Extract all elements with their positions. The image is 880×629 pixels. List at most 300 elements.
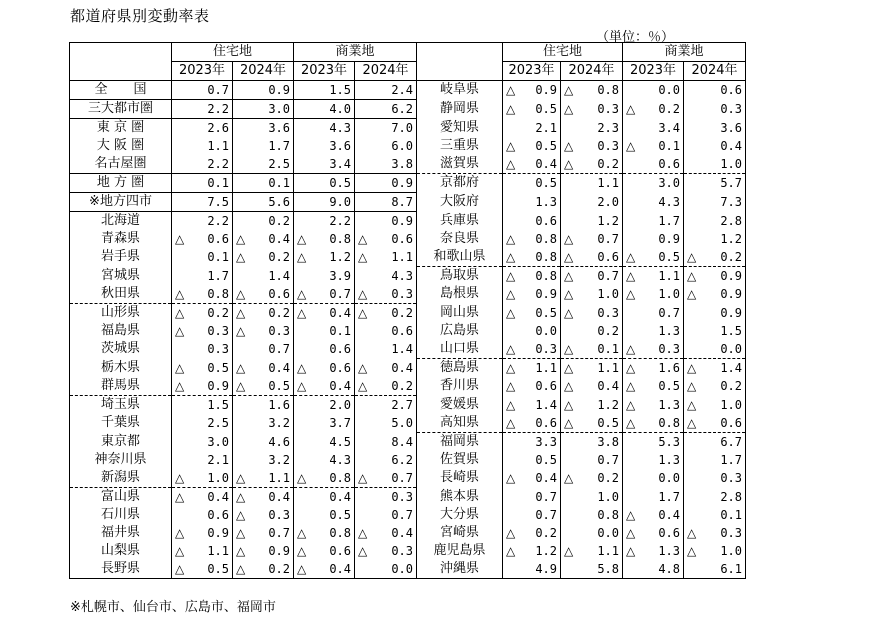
region-name: 徳島県 xyxy=(417,359,503,378)
rate-cell: △ 0.5 xyxy=(172,560,233,579)
region-name: 神奈川県 xyxy=(70,451,172,469)
rate-cell: 3.0 xyxy=(233,100,294,119)
rate-cell: 3.8 xyxy=(355,155,417,174)
rate-cell: △ 1.2 xyxy=(294,248,355,267)
region-name: 京都府 xyxy=(417,174,503,193)
region-name: 愛知県 xyxy=(417,119,503,138)
region-name: 山梨県 xyxy=(70,542,172,560)
table-row xyxy=(70,304,746,323)
region-name: ※地方四市 xyxy=(70,193,172,212)
rate-cell: 2.5 xyxy=(172,414,233,433)
rate-cell: 3.7 xyxy=(294,414,355,433)
rate-cell: 2.7 xyxy=(355,396,417,415)
rate-cell: △ 0.2 xyxy=(355,304,417,323)
rate-cell: △ 0.4 xyxy=(355,359,417,378)
rate-cell: △ 0.2 xyxy=(172,304,233,323)
region-name: 兵庫県 xyxy=(417,212,503,231)
rate-cell: 0.3 xyxy=(172,340,233,359)
region-name: 地 方 圏 xyxy=(70,174,172,193)
rate-cell: 5.6 xyxy=(233,193,294,212)
rate-cell: △ 1.6 xyxy=(623,359,684,378)
region-name: 東 京 圏 xyxy=(70,119,172,138)
rate-cell: △ 0.4 xyxy=(355,524,417,542)
rate-cell: 2.2 xyxy=(172,100,233,119)
region-name: 岐阜県 xyxy=(417,81,503,100)
rate-cell: △ 0.5 xyxy=(233,377,294,396)
rate-cell: △ 0.5 xyxy=(561,414,623,433)
rate-cell: △ 0.4 xyxy=(233,488,294,507)
rate-cell: 2.2 xyxy=(172,155,233,174)
rate-cell: 0.7 xyxy=(172,81,233,100)
rate-cell: △ 1.0 xyxy=(172,469,233,488)
region-name: 名古屋圏 xyxy=(70,155,172,174)
rate-cell: 5.3 xyxy=(623,433,684,452)
table-row xyxy=(70,137,746,155)
rate-cell: △ 1.1 xyxy=(233,469,294,488)
rate-cell: 1.3 xyxy=(623,322,684,340)
year-header: 2023年 xyxy=(294,62,355,81)
rate-cell: △ 0.2 xyxy=(233,248,294,267)
rate-cell: △ 0.8 xyxy=(503,248,561,267)
region-name: 広島県 xyxy=(417,322,503,340)
region-name: 静岡県 xyxy=(417,100,503,119)
rate-cell: 0.1 xyxy=(172,174,233,193)
region-name: 青森県 xyxy=(70,230,172,248)
rate-cell: △ 0.9 xyxy=(503,81,561,100)
rate-cell: △ 0.1 xyxy=(623,137,684,155)
rate-cell: 0.2 xyxy=(561,322,623,340)
rate-cell: △ 0.1 xyxy=(561,340,623,359)
rate-cell: 5.0 xyxy=(355,414,417,433)
rate-cell: △ 0.4 xyxy=(294,560,355,579)
rate-cell: 2.0 xyxy=(561,193,623,212)
region-name: 茨城県 xyxy=(70,340,172,359)
rate-cell: △ 1.2 xyxy=(503,542,561,560)
rate-cell: 2.6 xyxy=(172,119,233,138)
rate-cell: 0.9 xyxy=(684,304,746,323)
table-row xyxy=(70,340,746,359)
rate-cell: 0.7 xyxy=(623,304,684,323)
rate-cell: 2.3 xyxy=(561,119,623,138)
rate-cell: 1.3 xyxy=(623,451,684,469)
rate-cell: 0.7 xyxy=(503,488,561,507)
rate-cell: 0.0 xyxy=(684,340,746,359)
rate-cell: 1.5 xyxy=(172,396,233,415)
rate-cell: 7.0 xyxy=(355,119,417,138)
rate-cell: △ 0.7 xyxy=(233,524,294,542)
rate-cell: 4.3 xyxy=(623,193,684,212)
rate-cell: 0.6 xyxy=(623,155,684,174)
rate-cell: △ 0.6 xyxy=(623,524,684,542)
rate-cell: △ 0.3 xyxy=(355,542,417,560)
table-row xyxy=(70,359,746,378)
rate-cell: △ 0.5 xyxy=(623,248,684,267)
rate-cell: △ 0.6 xyxy=(503,377,561,396)
rate-cell: 0.5 xyxy=(503,174,561,193)
rate-cell: △ 1.0 xyxy=(684,542,746,560)
region-name: 大分県 xyxy=(417,506,503,524)
region-name: 三大都市圏 xyxy=(70,100,172,119)
rate-cell: △ 0.2 xyxy=(233,304,294,323)
region-name: 埼玉県 xyxy=(70,396,172,415)
rate-cell: 0.2 xyxy=(233,212,294,231)
rate-cell: 0.0 xyxy=(623,81,684,100)
rate-cell: △ 0.2 xyxy=(684,377,746,396)
rate-cell: 1.5 xyxy=(684,322,746,340)
rate-cell: 6.2 xyxy=(355,451,417,469)
rate-cell: 0.9 xyxy=(355,174,417,193)
year-header: 2023年 xyxy=(503,62,561,81)
rate-cell: 0.9 xyxy=(355,212,417,231)
rate-cell: 6.1 xyxy=(684,560,746,579)
rate-cell: 6.0 xyxy=(355,137,417,155)
rate-cell: △ 1.1 xyxy=(503,359,561,378)
rate-cell: △ 1.1 xyxy=(561,542,623,560)
rate-cell: 2.8 xyxy=(684,212,746,231)
rate-cell: △ 1.3 xyxy=(623,396,684,415)
rate-cell: 8.4 xyxy=(355,433,417,452)
rate-cell: △ 0.2 xyxy=(561,469,623,488)
rate-cell: 3.4 xyxy=(623,119,684,138)
table-row xyxy=(70,414,746,433)
rate-cell: 4.3 xyxy=(355,267,417,286)
rate-cell: △ 1.0 xyxy=(561,285,623,304)
rate-cell: 0.5 xyxy=(294,174,355,193)
rate-cell: △ 0.2 xyxy=(561,155,623,174)
rate-cell: 5.7 xyxy=(684,174,746,193)
rate-cell: △ 0.5 xyxy=(503,137,561,155)
rate-cell: 3.4 xyxy=(294,155,355,174)
region-name: 宮城県 xyxy=(70,267,172,286)
rate-cell: △ 1.1 xyxy=(355,248,417,267)
rate-cell: △ 0.2 xyxy=(503,524,561,542)
rate-cell: △ 0.9 xyxy=(172,377,233,396)
rate-cell: 1.7 xyxy=(233,137,294,155)
rate-cell: △ 0.4 xyxy=(233,359,294,378)
rate-cell: △ 1.0 xyxy=(623,285,684,304)
rate-cell: 1.4 xyxy=(355,340,417,359)
rate-cell: 3.2 xyxy=(233,451,294,469)
rate-cell: △ 1.0 xyxy=(684,396,746,415)
left-name-header xyxy=(70,43,172,81)
year-header: 2024年 xyxy=(561,62,623,81)
rate-cell: 0.4 xyxy=(684,137,746,155)
rate-cell: 0.1 xyxy=(172,248,233,267)
rate-cell: 4.9 xyxy=(503,560,561,579)
right-name-header xyxy=(417,43,503,81)
table-row xyxy=(70,469,746,488)
rate-cell: 7.5 xyxy=(172,193,233,212)
rate-cell: △ 1.1 xyxy=(623,267,684,286)
rate-cell: 0.3 xyxy=(355,488,417,507)
rate-cell: △ 0.6 xyxy=(294,542,355,560)
rate-cell: 1.2 xyxy=(561,212,623,231)
region-name: 新潟県 xyxy=(70,469,172,488)
rate-cell: △ 0.8 xyxy=(623,414,684,433)
rate-cell: 3.0 xyxy=(172,433,233,452)
rate-cell: △ 0.6 xyxy=(172,230,233,248)
rate-cell: 4.3 xyxy=(294,119,355,138)
region-name: 石川県 xyxy=(70,506,172,524)
rate-cell: △ 0.3 xyxy=(561,304,623,323)
rate-cell: △ 0.3 xyxy=(561,137,623,155)
rate-cell: △ 0.6 xyxy=(294,359,355,378)
table-row xyxy=(70,433,746,452)
region-name: 宮崎県 xyxy=(417,524,503,542)
rate-cell: △ 1.3 xyxy=(623,542,684,560)
rate-cell: △ 0.9 xyxy=(684,267,746,286)
rate-cell: 0.7 xyxy=(233,340,294,359)
rate-cell: 2.1 xyxy=(172,451,233,469)
rate-cell: 3.6 xyxy=(684,119,746,138)
rate-cell: 2.2 xyxy=(172,212,233,231)
rate-cell: △ 0.8 xyxy=(294,469,355,488)
rate-cell: 1.7 xyxy=(623,212,684,231)
rate-cell: 1.2 xyxy=(684,230,746,248)
table-row xyxy=(70,488,746,507)
rate-cell: 2.1 xyxy=(503,119,561,138)
rate-cell: △ 0.6 xyxy=(355,230,417,248)
rate-cell: 1.0 xyxy=(561,488,623,507)
rate-cell: 2.2 xyxy=(294,212,355,231)
rate-cell: 8.7 xyxy=(355,193,417,212)
year-header: 2024年 xyxy=(233,62,294,81)
region-name: 香川県 xyxy=(417,377,503,396)
rate-cell: 1.1 xyxy=(561,174,623,193)
rate-cell: △ 0.7 xyxy=(294,285,355,304)
region-name: 栃木県 xyxy=(70,359,172,378)
rate-cell: △ 0.3 xyxy=(623,340,684,359)
rate-cell: 4.0 xyxy=(294,100,355,119)
rate-cell: 0.8 xyxy=(561,506,623,524)
rate-cell: 3.6 xyxy=(294,137,355,155)
right-commercial-header: 商業地 xyxy=(623,43,746,62)
year-header: 2023年 xyxy=(623,62,684,81)
rate-cell: 0.6 xyxy=(294,340,355,359)
rate-cell: 0.9 xyxy=(233,81,294,100)
rate-cell: △ 0.8 xyxy=(172,285,233,304)
table-row xyxy=(70,248,746,267)
rate-cell: △ 1.4 xyxy=(684,359,746,378)
rate-cell: △ 0.3 xyxy=(355,285,417,304)
rate-cell: 0.0 xyxy=(623,469,684,488)
rate-cell: △ 0.8 xyxy=(294,524,355,542)
region-name: 三重県 xyxy=(417,137,503,155)
rate-cell: 0.5 xyxy=(294,506,355,524)
region-name: 和歌山県 xyxy=(417,248,503,267)
rate-cell: △ 0.8 xyxy=(294,230,355,248)
rate-cell: △ 0.6 xyxy=(503,414,561,433)
rate-cell: △ 0.3 xyxy=(233,322,294,340)
rate-cell: 0.3 xyxy=(684,100,746,119)
rate-cell: 0.0 xyxy=(503,322,561,340)
rate-cell: 0.7 xyxy=(355,506,417,524)
rate-cell: 1.3 xyxy=(503,193,561,212)
region-name: 奈良県 xyxy=(417,230,503,248)
table-row xyxy=(70,451,746,469)
region-name: 岡山県 xyxy=(417,304,503,323)
rate-cell: 4.8 xyxy=(623,560,684,579)
table-row xyxy=(70,193,746,212)
rate-cell: 0.6 xyxy=(172,506,233,524)
rate-cell: △ 0.6 xyxy=(684,414,746,433)
table-row xyxy=(70,377,746,396)
rate-cell: 4.6 xyxy=(233,433,294,452)
rate-cell: 4.5 xyxy=(294,433,355,452)
rate-cell: 4.3 xyxy=(294,451,355,469)
rate-cell: 2.0 xyxy=(294,396,355,415)
rate-cell: 1.7 xyxy=(684,451,746,469)
rate-cell: △ 0.5 xyxy=(503,304,561,323)
rate-cell: △ 0.2 xyxy=(684,248,746,267)
region-name: 鳥取県 xyxy=(417,267,503,286)
table-row xyxy=(70,119,746,138)
region-name: 大阪府 xyxy=(417,193,503,212)
rate-cell: 0.3 xyxy=(684,469,746,488)
region-name: 山口県 xyxy=(417,340,503,359)
region-name: 全 国 xyxy=(70,81,172,100)
region-name: 沖縄県 xyxy=(417,560,503,579)
right-residential-header: 住宅地 xyxy=(503,43,623,62)
region-name: 岩手県 xyxy=(70,248,172,267)
rate-cell: △ 0.4 xyxy=(233,230,294,248)
rate-cell: 0.4 xyxy=(294,488,355,507)
rate-cell: △ 0.7 xyxy=(561,230,623,248)
rate-cell: 7.3 xyxy=(684,193,746,212)
rate-cell: △ 0.9 xyxy=(684,285,746,304)
rate-cell: 3.9 xyxy=(294,267,355,286)
region-name: 千葉県 xyxy=(70,414,172,433)
rate-cell: 0.9 xyxy=(623,230,684,248)
rate-cell: 1.5 xyxy=(294,81,355,100)
rate-cell: △ 1.2 xyxy=(561,396,623,415)
table-row xyxy=(70,230,746,248)
region-name: 富山県 xyxy=(70,488,172,507)
region-name: 群馬県 xyxy=(70,377,172,396)
rate-cell: △ 0.4 xyxy=(503,469,561,488)
rate-cell: 2.8 xyxy=(684,488,746,507)
rate-cell: △ 0.3 xyxy=(684,524,746,542)
rate-cell: △ 0.9 xyxy=(172,524,233,542)
rate-cell: 3.2 xyxy=(233,414,294,433)
region-name: 大 阪 圏 xyxy=(70,137,172,155)
footnote: ※札幌市、仙台市、広島市、福岡市 xyxy=(70,600,276,615)
rate-cell: △ 0.3 xyxy=(233,506,294,524)
rate-cell: △ 0.9 xyxy=(503,285,561,304)
rate-cell: 2.5 xyxy=(233,155,294,174)
page-title: 都道府県別変動率表 xyxy=(70,7,210,25)
rate-cell: 6.2 xyxy=(355,100,417,119)
year-header: 2024年 xyxy=(355,62,417,81)
table-row xyxy=(70,560,746,579)
rate-cell: 0.1 xyxy=(294,322,355,340)
rate-cell: △ 1.1 xyxy=(172,542,233,560)
rate-cell: △ 0.9 xyxy=(233,542,294,560)
rate-cell: 0.6 xyxy=(503,212,561,231)
rate-cell: △ 0.5 xyxy=(172,359,233,378)
rate-cell: 1.7 xyxy=(172,267,233,286)
table-row xyxy=(70,174,746,193)
region-name: 福井県 xyxy=(70,524,172,542)
left-commercial-header: 商業地 xyxy=(294,43,417,62)
rate-cell: 0.1 xyxy=(684,506,746,524)
rate-cell: △ 0.4 xyxy=(503,155,561,174)
region-name: 熊本県 xyxy=(417,488,503,507)
rate-cell: △ 0.6 xyxy=(233,285,294,304)
rate-cell: 0.6 xyxy=(684,81,746,100)
rate-cell: 0.7 xyxy=(561,451,623,469)
rate-cell: △ 0.2 xyxy=(623,100,684,119)
rate-cell: 9.0 xyxy=(294,193,355,212)
rate-cell: △ 0.2 xyxy=(355,377,417,396)
rate-cell: 2.4 xyxy=(355,81,417,100)
rate-cell: △ 0.2 xyxy=(233,560,294,579)
region-name: 島根県 xyxy=(417,285,503,304)
rate-cell: △ 0.4 xyxy=(172,488,233,507)
region-name: 滋賀県 xyxy=(417,155,503,174)
rate-cell: △ 0.4 xyxy=(561,377,623,396)
table-row xyxy=(70,267,746,286)
table-row xyxy=(70,100,746,119)
year-header: 2023年 xyxy=(172,62,233,81)
region-name: 長野県 xyxy=(70,560,172,579)
rate-cell: 0.0 xyxy=(355,560,417,579)
rate-cell: △ 0.6 xyxy=(561,248,623,267)
rate-cell: △ 0.7 xyxy=(561,267,623,286)
rate-cell: 0.5 xyxy=(503,451,561,469)
rate-cell: 3.3 xyxy=(503,433,561,452)
rate-cell: △ 0.3 xyxy=(561,100,623,119)
table-row xyxy=(70,285,746,304)
table-row xyxy=(70,396,746,415)
region-name: 高知県 xyxy=(417,414,503,433)
rate-cell: 1.7 xyxy=(623,488,684,507)
rate-cell: △ 0.4 xyxy=(294,304,355,323)
rate-cell: △ 0.5 xyxy=(623,377,684,396)
region-name: 長崎県 xyxy=(417,469,503,488)
rate-cell: 0.7 xyxy=(503,506,561,524)
rate-cell: △ 0.8 xyxy=(503,267,561,286)
region-name: 山形県 xyxy=(70,304,172,323)
land-price-table xyxy=(69,42,746,579)
rate-cell: △ 0.5 xyxy=(503,100,561,119)
region-name: 北海道 xyxy=(70,212,172,231)
region-name: 秋田県 xyxy=(70,285,172,304)
year-header: 2024年 xyxy=(684,62,746,81)
table-row xyxy=(70,542,746,560)
rate-cell: 3.8 xyxy=(561,433,623,452)
rate-cell: 1.1 xyxy=(172,137,233,155)
rate-cell: 0.0 xyxy=(561,524,623,542)
region-name: 福島県 xyxy=(70,322,172,340)
rate-cell: △ 1.1 xyxy=(561,359,623,378)
table-row xyxy=(70,322,746,340)
region-name: 東京都 xyxy=(70,433,172,452)
unit-label: （単位：％） xyxy=(596,30,675,45)
region-name: 佐賀県 xyxy=(417,451,503,469)
left-residential-header: 住宅地 xyxy=(172,43,294,62)
region-name: 福岡県 xyxy=(417,433,503,452)
rate-cell: △ 0.7 xyxy=(355,469,417,488)
rate-cell: 3.6 xyxy=(233,119,294,138)
rate-cell: 5.8 xyxy=(561,560,623,579)
rate-cell: △ 0.8 xyxy=(503,230,561,248)
rate-cell: 1.4 xyxy=(233,267,294,286)
rate-cell: △ 0.3 xyxy=(172,322,233,340)
rate-cell: △ 0.4 xyxy=(294,377,355,396)
table-row xyxy=(70,524,746,542)
rate-cell: 1.6 xyxy=(233,396,294,415)
